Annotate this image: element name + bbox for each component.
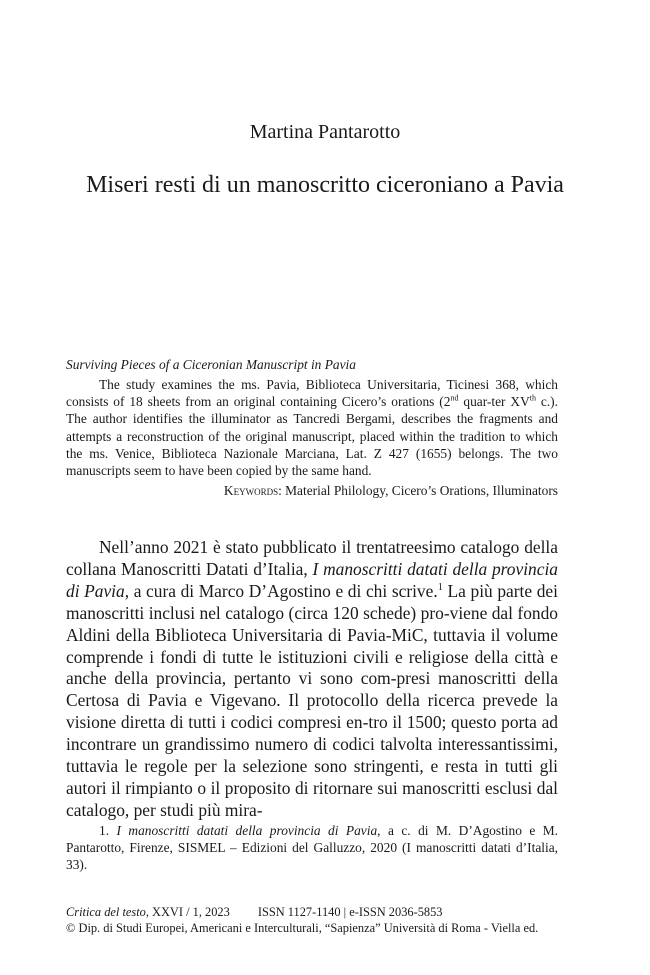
body-paragraph — [66, 537, 558, 822]
author-name: Martina Pantarotto — [249, 121, 401, 143]
body-text-1: Nell’anno 2021 è stato pubblicato il trentatreesimo catalogo della collana Manoscritti Datati d’Italia, — [66, 537, 558, 579]
journal-name: Critica del testo — [66, 905, 146, 919]
superscript-th: th — [529, 393, 536, 403]
footer-copyright: © Dip. di Studi Europei, Americani e Interculturali, “Sapienza” Università di Roma - Viella ed. — [66, 921, 539, 935]
journal-issn: ISSN 1127-1140 | e-ISSN 2036-5853 — [257, 905, 443, 919]
journal-issue: , XXVI / 1, 2023 — [145, 905, 230, 919]
keywords-line — [66, 483, 558, 499]
abstract-part-1: The study examines the ms. Pavia, Biblioteca Universitaria, Ticinesi 368, which consists of 18 sheets from an original containing Cicero’s orations (2 — [66, 377, 558, 410]
abstract-part-3: c.). The author identifies the illuminator as Tancredi Bergami, describes the fragments and attempts a reconstruction of the original manuscript, placed within the tradition to which the ms. Venice, Biblioteca Nazionale Marciana, Lat. Z 427 (1655) belongs. The two manuscripts seem to have been copied by the same hand. — [66, 394, 558, 479]
abstract-title: Surviving Pieces of a Ciceronian Manuscript in Pavia — [66, 357, 356, 372]
footnote-number: 1. — [99, 823, 117, 838]
footnote-cited-title: I manoscritti datati della provincia di Pavia — [116, 823, 378, 838]
body-text-2: , a cura di Marco D’Agostino e di chi scrive. — [124, 580, 438, 601]
footnote — [66, 822, 558, 874]
keywords-list: Material Philology, Cicero’s Orations, Illuminators — [281, 483, 558, 498]
body-text-3: La più parte dei manoscritti inclusi nel catalogo (circa 120 schede) pro-viene dal fondo Aldini della Biblioteca Universitaria di Pavia-MiC, tuttavia il volume comprende i fondi di tutte le istituzioni civili e religiose della città e anche della provincia, pertanto vi sono com-presi manoscritti della Certosa di Pavia e Vigevano. Il protocollo della ricerca prevede la visione diretta di tutti i codici compresi en-tro il 1500; questo porta ad incontrare un grandissimo numero di codici talvolta interessantissimi, tuttavia le regole per la selezione sono stringenti, e resta in tutti gli autori il rimpianto o il proposito di ritornare sui manoscritti esclusi dal catalogo, per studi più mira- — [66, 580, 558, 820]
footnote-reference[interactable]: 1 — [437, 582, 443, 594]
article-title: Miseri resti di un manoscritto ciceroniano a Pavia — [86, 172, 564, 198]
footnote-text: , a c. di M. D’Agostino e M. Pantarotto, Firenze, SISMEL – Edizioni del Galluzzo, 2020 (I manoscritti datati d’Italia, 33). — [66, 823, 559, 873]
keywords-label: Keywords: — [223, 483, 282, 498]
body-cited-title: I manoscritti datati della provincia di Pavia — [66, 558, 558, 601]
footer-line-1 — [66, 904, 558, 920]
abstract-part-2: quar-ter XV — [458, 394, 530, 410]
abstract-text — [66, 376, 558, 479]
superscript-nd: nd — [450, 393, 459, 403]
